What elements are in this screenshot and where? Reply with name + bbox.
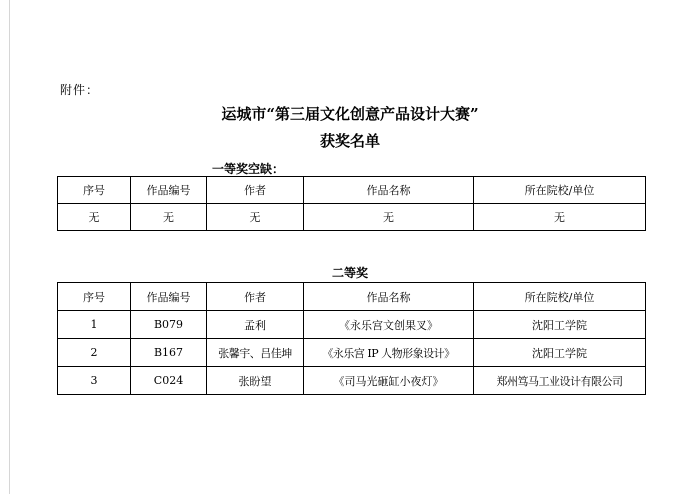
header-institution: 所在院校/单位 <box>474 177 646 204</box>
header-work-id: 作品编号 <box>131 283 207 311</box>
header-index: 序号 <box>58 283 131 311</box>
cell-work-id: B079 <box>131 311 207 339</box>
cell-institution: 郑州笃马工业设计有限公司 <box>474 367 646 395</box>
table-header-row <box>58 177 646 204</box>
cell-index: 无 <box>58 204 131 231</box>
cell-index: 3 <box>58 367 131 395</box>
header-work-id: 作品编号 <box>131 177 207 204</box>
cell-work-title: 《永乐宫 IP 人物形象设计》 <box>304 339 474 367</box>
header-author: 作者 <box>207 177 304 204</box>
second-prize-heading: 二等奖 <box>331 266 368 280</box>
cell-author: 无 <box>207 204 304 231</box>
cell-work-title: 《司马光砸缸小夜灯》 <box>304 367 474 395</box>
table-row <box>58 339 646 367</box>
header-index: 序号 <box>58 177 131 204</box>
cell-institution: 沈阳工学院 <box>474 311 646 339</box>
table-header-row <box>58 283 646 311</box>
header-author: 作者 <box>207 283 304 311</box>
document-subtitle: 获奖名单 <box>319 132 380 150</box>
cell-work-title: 无 <box>304 204 474 231</box>
cell-institution: 沈阳工学院 <box>474 339 646 367</box>
cell-institution: 无 <box>474 204 646 231</box>
cell-author: 孟利 <box>207 311 304 339</box>
header-work-title: 作品名称 <box>304 283 474 311</box>
cell-work-id: B167 <box>131 339 207 367</box>
cell-index: 2 <box>58 339 131 367</box>
table-row <box>58 204 646 231</box>
cell-work-title: 《永乐宫文创果叉》 <box>304 311 474 339</box>
attachment-label: 附件： <box>60 83 100 97</box>
cell-index: 1 <box>58 311 131 339</box>
first-prize-heading: 一等奖空缺： <box>212 162 285 176</box>
second-prize-table <box>57 282 646 395</box>
header-work-title: 作品名称 <box>304 177 474 204</box>
cell-author: 张盼望 <box>207 367 304 395</box>
header-institution: 所在院校/单位 <box>474 283 646 311</box>
document-title: 运城市“第三届文化创意产品设计大赛” <box>221 105 479 123</box>
table-row <box>58 367 646 395</box>
cell-work-id: 无 <box>131 204 207 231</box>
table-row <box>58 311 646 339</box>
cell-author: 张馨宇、吕佳坤 <box>207 339 304 367</box>
first-prize-table <box>57 176 646 231</box>
page-edge <box>9 0 10 494</box>
cell-work-id: C024 <box>131 367 207 395</box>
